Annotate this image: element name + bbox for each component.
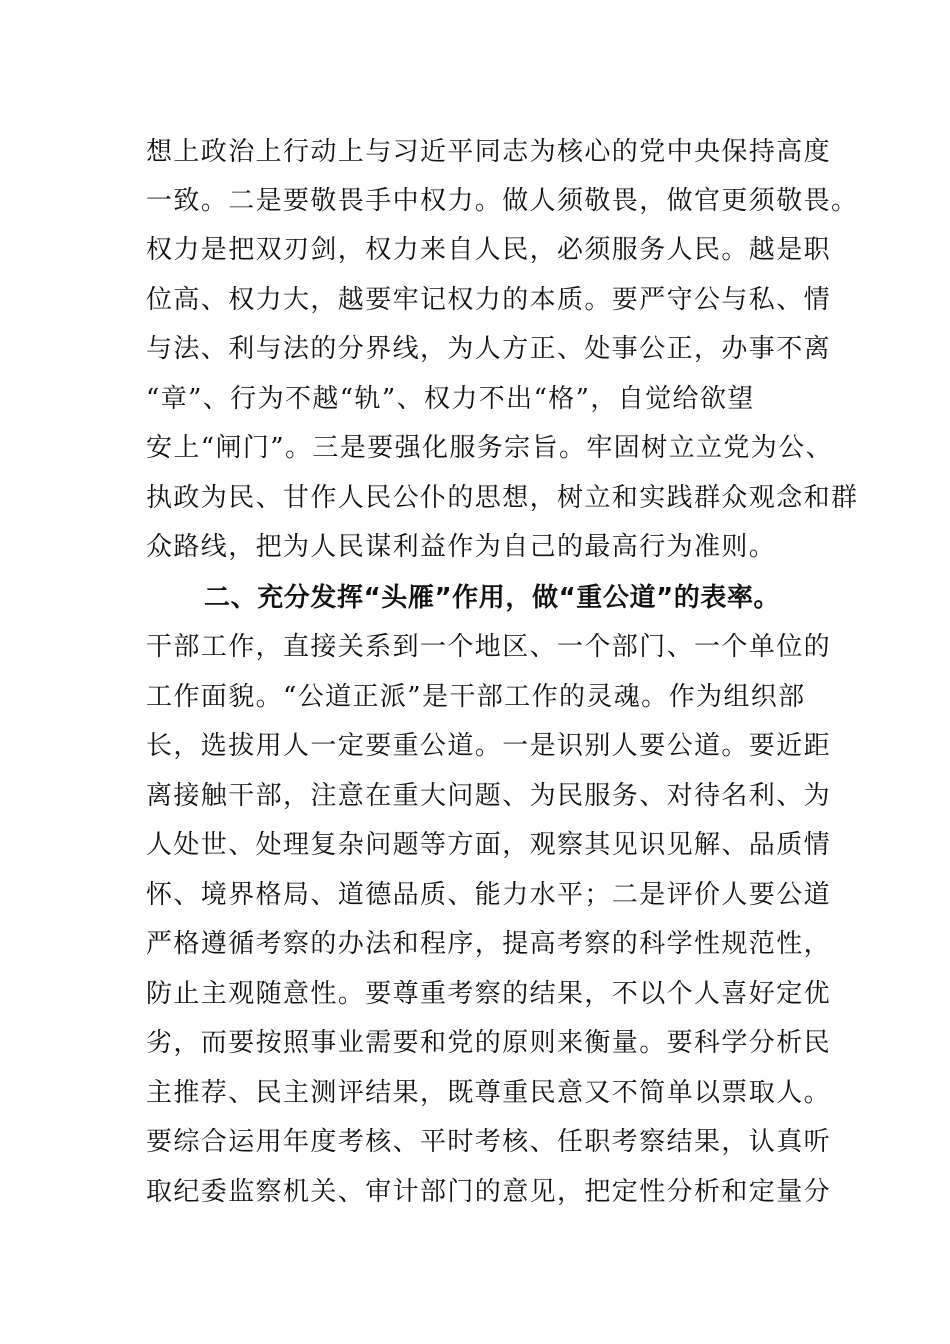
paragraph-line: 权力是把双刃剑，权力来自人民，必须服务人民。越是职 — [146, 235, 832, 265]
paragraph-line: 要综合运用年度考核、平时考核、任职考察结果，认真听 — [146, 1127, 832, 1157]
paragraph-line: 劣，而要按照事业需要和党的原则来衡量。要科学分析民 — [146, 1028, 832, 1058]
paragraph-line: 长，选拔用人一定要重公道。一是识别人要公道。要近距 — [146, 731, 832, 761]
paragraph-line: 与法、利与法的分界线，为人方正、处事公正，办事不离 — [146, 334, 832, 364]
paragraph-line: 防止主观随意性。要尊重考察的结果，不以个人喜好定优 — [146, 979, 832, 1009]
paragraph-line: 位高、权力大，越要牢记权力的本质。要严守公与私、情 — [146, 285, 832, 315]
paragraph-line: 人处世、处理复杂问题等方面，观察其见识见解、品质情 — [146, 830, 832, 860]
paragraph-line: 安上“闸门”。三是要强化服务宗旨。牢固树立立党为公、 — [146, 433, 833, 463]
paragraph-line: 怀、境界格局、道德品质、能力水平；二是评价人要公道 — [146, 880, 832, 910]
paragraph-line: 干部工作，直接关系到一个地区、一个部门、一个单位的 — [146, 632, 832, 662]
paragraph-line: 执政为民、甘作人民公仆的思想，树立和实践群众观念和群 — [146, 483, 859, 513]
paragraph-line: 取纪委监察机关、审计部门的意见，把定性分析和定量分 — [146, 1177, 832, 1207]
section-heading: 二、充分发挥“头雁”作用，做“重公道”的表率。 — [204, 583, 781, 613]
paragraph-line: 主推荐、民主测评结果，既尊重民意又不简单以票取人。 — [146, 1078, 832, 1108]
paragraph-line: 工作面貌。“公道正派”是干部工作的灵魂。作为组织部 — [146, 682, 806, 712]
paragraph-line: 离接触干部，注意在重大问题、为民服务、对待名利、为 — [146, 781, 832, 811]
paragraph-line: 严格遵循考察的办法和程序，提高考察的科学性规范性， — [146, 929, 832, 959]
paragraph-line: “章”、行为不越“轨”、权力不出“格”，自觉给欲望 — [146, 384, 755, 414]
paragraph-line: 一致。二是要敬畏手中权力。做人须敬畏，做官更须敬畏。 — [146, 186, 859, 216]
paragraph-line: 想上政治上行动上与习近平同志为核心的党中央保持高度 — [146, 137, 832, 167]
paragraph-line: 众路线，把为人民谋利益作为自己的最高行为准则。 — [146, 532, 777, 562]
